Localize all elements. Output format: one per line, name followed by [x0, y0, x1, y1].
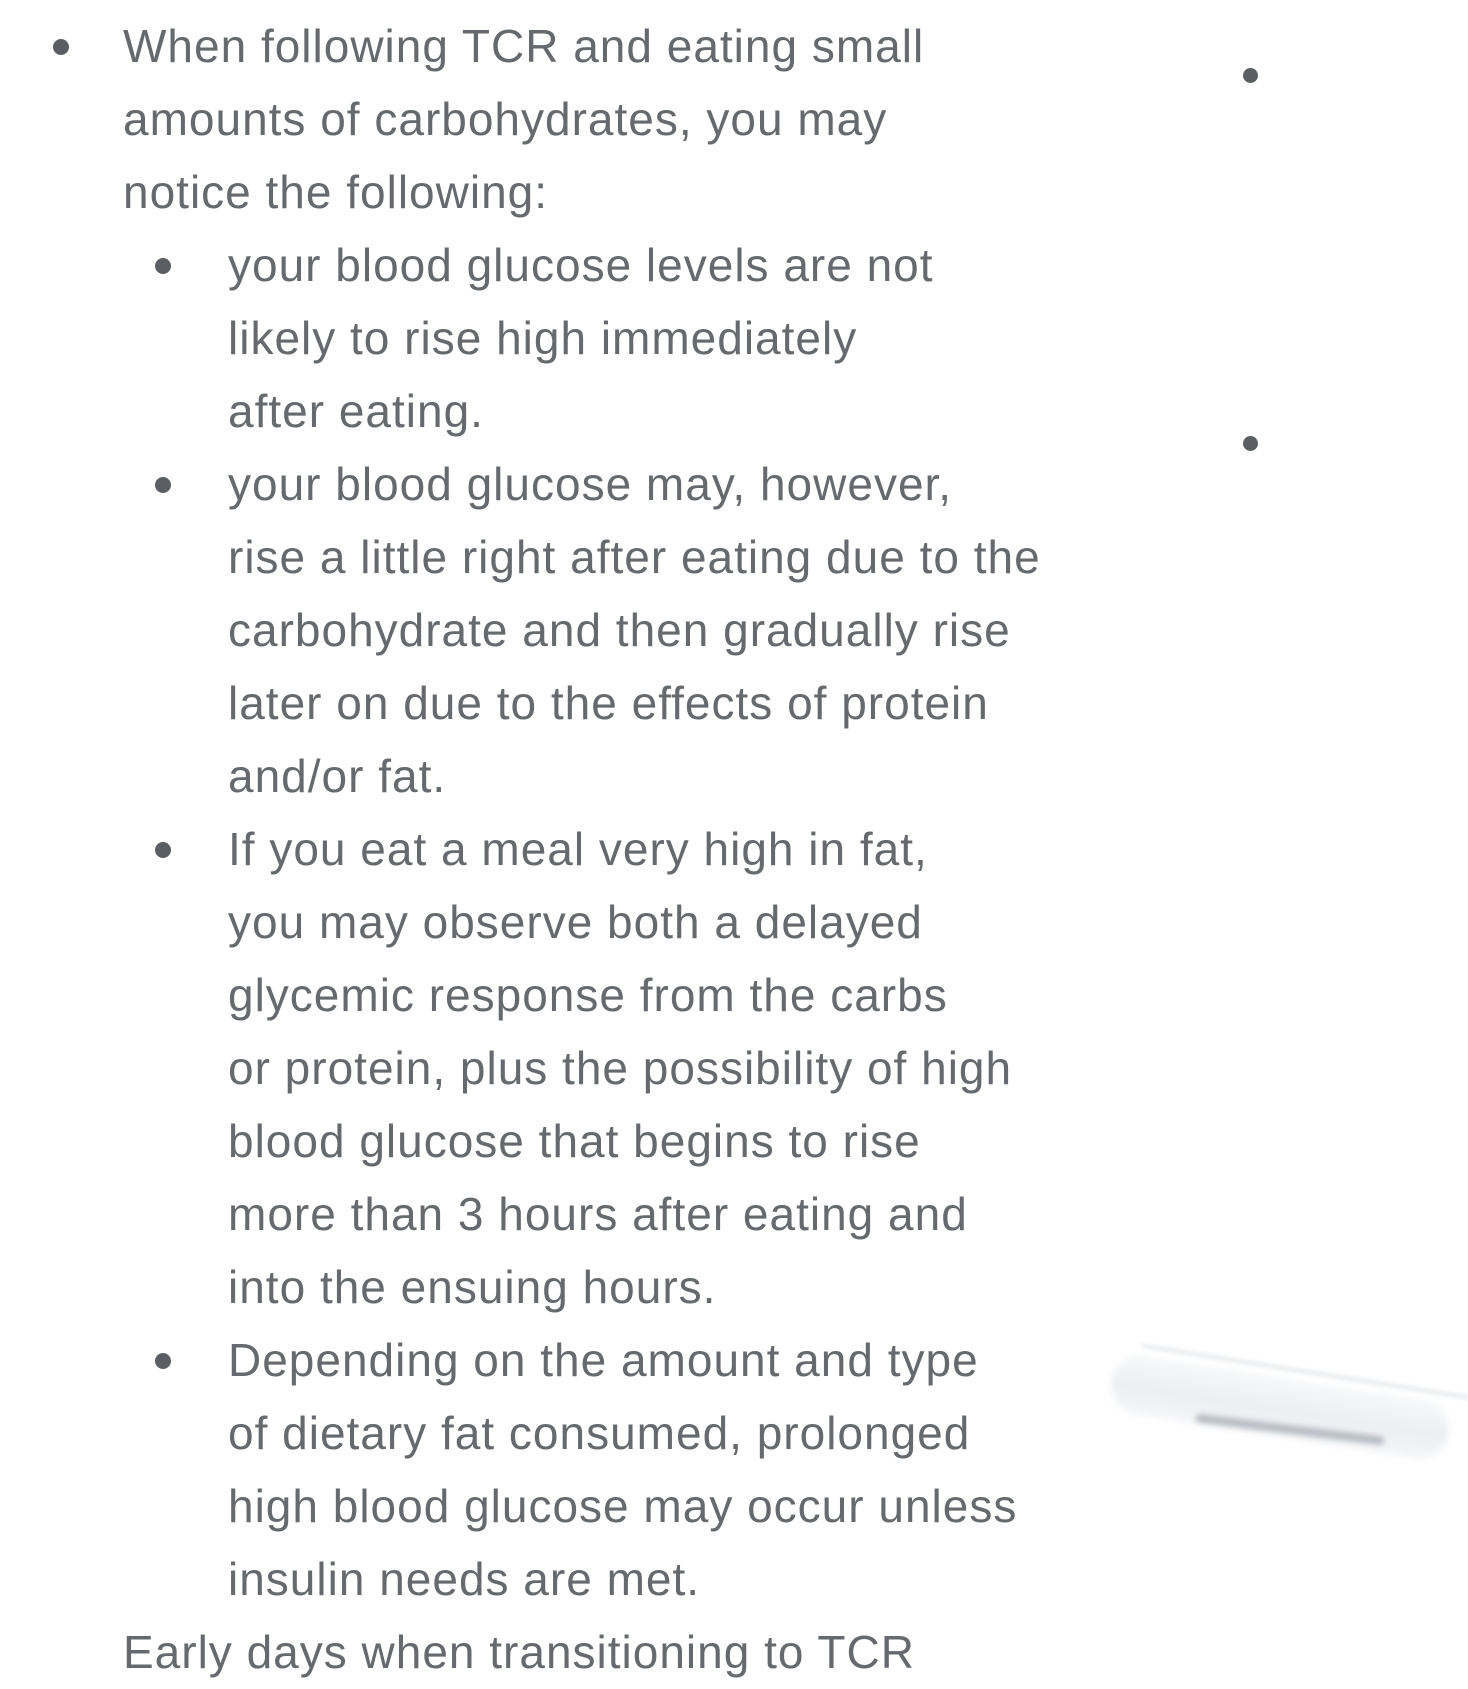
text-line: later on due to the effects of protein: [228, 677, 989, 729]
bullet-item: [0, 813, 1284, 1324]
text-line: of dietary fat consumed, prolonged: [228, 1407, 971, 1459]
bullet-icon: [155, 842, 171, 858]
text-line: you may observe both a delayed: [228, 896, 923, 948]
text-line: into the ensuing hours.: [228, 1261, 717, 1313]
text-line: When following TCR and eating small: [123, 20, 925, 72]
bullet-icon: [155, 477, 171, 493]
bullet-icon: [155, 258, 171, 274]
text-line: high blood glucose may occur unless: [228, 1480, 1018, 1532]
text-line: after eating.: [228, 385, 484, 437]
text-line: insulin needs are met.: [228, 1553, 701, 1605]
bullet-list: [0, 10, 1284, 1689]
bullet-item: [0, 1324, 1284, 1616]
text-line: and/or fat.: [228, 750, 447, 802]
text-line: more than 3 hours after eating and: [228, 1188, 968, 1240]
text-line: your blood glucose levels are not: [228, 239, 934, 291]
bullet-icon: [53, 39, 69, 55]
adjacent-column-bullet-icon: [1243, 436, 1258, 451]
text-line: glycemic response from the carbs: [228, 969, 948, 1021]
text-line: notice the following:: [123, 166, 549, 218]
text-line: Depending on the amount and type: [228, 1334, 979, 1386]
text-line: rise a little right after eating due to the: [228, 531, 1041, 583]
text-line: If you eat a meal very high in fat,: [228, 823, 928, 875]
bullet-item: [0, 448, 1284, 813]
bullet-icon: [155, 1353, 171, 1369]
text-line: your blood glucose may, however,: [228, 458, 953, 510]
bullet-item-cutoff: [0, 1616, 1284, 1689]
text-line: carbohydrate and then gradually rise: [228, 604, 1011, 656]
bullet-item: [0, 10, 1284, 229]
text-line: amounts of carbohydrates, you may: [123, 93, 888, 145]
text-line: or protein, plus the possibility of high: [228, 1042, 1013, 1094]
text-line: blood glucose that begins to rise: [228, 1115, 921, 1167]
text-line: likely to rise high immediately: [228, 312, 858, 364]
cutoff-text-line: Early days when transitioning to TCR: [123, 1626, 915, 1678]
adjacent-column-bullet-icon: [1243, 68, 1258, 83]
bullet-item: [0, 229, 1284, 448]
